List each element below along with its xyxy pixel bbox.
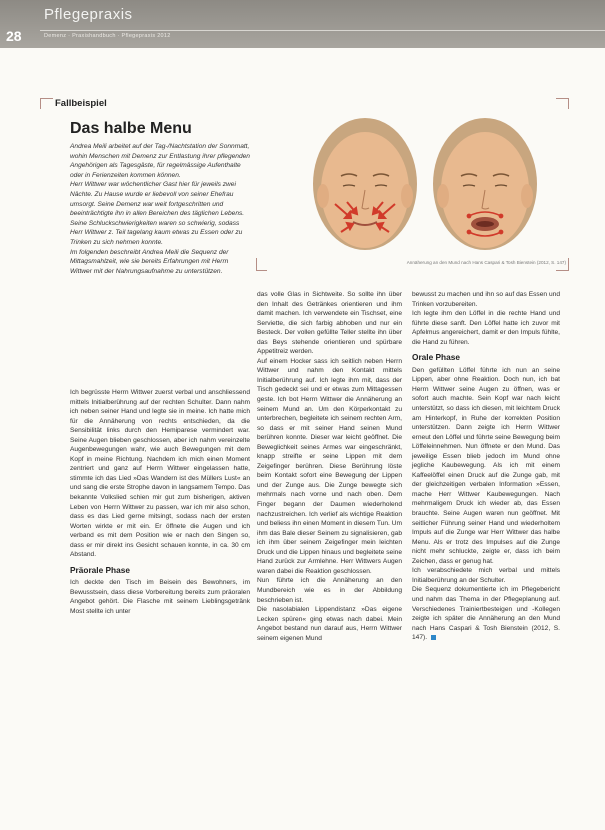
body-paragraph: Den gefüllten Löffel führte ich nun an seine Lippen, aber ohne Reaktion. Doch nun, ich bat Herrn Wittwer seine Augen zu öffnen, was er sofort auch machte. Sein Kopf war nach leicht unterstützt, so dass ich diesen, mit leichtem Druck am Hinterkopf, in Ruhe der korrekten Position unterstützen. Dann zeigte ich Herrn Wittwer erneut den Löffel und führte seine Bewegung beim Löffeleinnehmen. Nun öffnete er den Mund. Das jeweilige Essen blieb jedoch im Mund ohne jegliche Kaubewegung. Als ich mit einem Kaffeelöffel einen Druck auf die Zunge gab, mit der gleichzeitigen verbalen Information »Essen, mache Herr Wittwer Kaubewegungen. Nach mehrmaligem Druck ich wieder ab, das Essen brauchte. Seine Augen waren nun geöffnet. Mit seitlicher Führung seiner Hand und wiederholtem Impuls auf die Zunge war Herr Wittwer das halbe Menu. Als er trotz des Impulses auf die Zunge nicht mehr schluckte, zeigte er, dass ich beim Zeichen, dass er genug hat.: [412, 366, 560, 565]
end-of-article-square-icon: [431, 635, 436, 640]
page-header: [0, 0, 605, 48]
intro-paragraph: Andrea Meili arbeitet auf der Tag-/Nachtstation der Sonnmatt, wohin Menschen mit Demenz zur Entlastung ihrer pflegenden Angehörigen als Tagesgäste, für regelmässige Aufenthalte oder in Ferienzeiten kommen können.: [70, 143, 250, 179]
text-column-3: [412, 290, 560, 643]
intro-paragraph: Herr Wittwer war wöchentlicher Gast hier für jeweils zwei Nächte. Zu Hause wurde er liebevoll von seiner Ehefrau umsorgt. Seine Demenz war weit fortgeschritten und beeinträchtigte ihn in allen Bereichen des täglichen Lebens. Seine Schluckschwierigkeiten waren so schwierig, sodass Herr Wittwer z. Teil tagelang kaum etwas zu Essen oder zu Trinken zu sich nehmen konnte.: [70, 181, 245, 246]
text-column-1: [70, 388, 250, 617]
closing-paragraph-text: Die Sequenz dokumentierte ich im Pflegebericht und nahm das Thema in der Pflegeplanung auf. Verschiedenes Trainiertbesteigen und -Kollegen zeigte ich später die Annäherung an den Mund nach Hans Caspari & Tosh Bienstein (2012, S. 147).: [412, 586, 560, 642]
body-paragraph: Ich verabschiedete mich verbal und mittels Initialberührung an der Schulter.: [412, 567, 560, 584]
body-paragraph: Auf einem Hocker sass ich seitlich neben Herrn Wittwer und nahm den Kontakt mittels Initialberührung auf. Ich legte ihm mit, dass der Tisch gedeckt sei und er etwas zum Mittagessen geste. Ich bot Herrn Wittwer die Annäherung an seinem Mund an. Um den Körperkontakt zu unterbrechen, begleitete ich seinem rechten Arm, so dass er mit seiner Hand seinen Mund berühren konnte. Dieser war leicht geöffnet. Die Beweglichkeit seines Armes war eingeschränkt, knapp streifte er seine Lippen mit dem Zeigefinger berühren. Diese Berührung löste beim Kontakt sofort eine Bewegung der Lippen und der Zunge aus. Die Zunge bewegte sich mehrmals nach vorne und nach oben. Dem Finger begann der Daumen wiederholend nachzustreichen. Ich verlief als wichtige Reaktion und beliess ihn einen Moment in diesem Tun. Um ihm das Bale dieser Seinem zu signalisieren, gab ich ihm über seinem Zeigefinger mein leichten Druck und die Lippen hinaus und begleitete seine Hand zurück zur Armlehne. Herr Wittwers Augen waren dabei die Reaktion geschlossen.: [257, 357, 402, 575]
subheading-praeorale-phase: Präorale Phase: [70, 564, 130, 575]
text-column-2: [257, 290, 402, 643]
body-paragraph: Ich legte ihm den Löffel in die rechte Hand und führte diese sanft. Den Löffel hatte ich zuvor mit Apfelmus angereichert, damit er den Impuls fühlte, die Hand zu führen.: [412, 310, 560, 346]
figure-caption: Annäherung an den Mund nach Hans Caspari & Tosh Bienstein (2012, S. 147): [406, 260, 566, 265]
face-illustration: [285, 104, 565, 254]
face-right: [433, 118, 537, 250]
body-paragraph: das volle Glas in Sichtweite. So sollte ihn über den Inhalt des Getränkes orientieren und ihm damit machen. Ich verwendete ein Tischset, eine Serviette, die sich farbig abhoben und nur ein Besteck. Der vollen gefüllte Teller stellte ihn über das Beys stehende orientieren und spürbare Appetitreiz werden.: [257, 291, 402, 356]
body-paragraph: Ich deckte den Tisch im Beisein des Bewohners, im Bewusstsein, dass diese Vorbereitung bereits zum präoralen Angebot gehört. Die Flasche mit seinem Lieblingsgetränk Most stellte ich unter: [70, 579, 250, 616]
corner-bracket-top-left: [40, 98, 53, 109]
body-paragraph: Nun führte ich die Annäherung an den Mundbereich wie es in der Abbildung beschrieben ist.: [257, 577, 402, 604]
header-rule: [40, 30, 605, 31]
article-title: Das halbe Menu: [70, 120, 192, 137]
page-number: 28: [6, 28, 22, 44]
section-title: Pflegepraxis: [44, 6, 133, 23]
body-paragraph: Die nasolabialen Lippendistanz »Das eigene Lecken spüren« ging etwas nach dabei. Mein Angebot bestand nun darauf aus, Herrn Wittwer seinem eigenen Mund: [257, 606, 402, 642]
header-subline: Demenz · Praxishandbuch · Pflegepraxis 2012: [44, 33, 171, 39]
article-kicker: Fallbeispiel: [55, 98, 107, 109]
subheading-orale-phase: Orale Phase: [412, 352, 460, 363]
face-left: [313, 118, 417, 250]
body-paragraph: Ich begrüsste Herrn Wittwer zuerst verbal und anschliessend mittels Initialberührung auf der rechten Schulter. Dann nahm ich neben seiner Hand und legte sie in meine. Ich hatte mich für die Annäherung von rechts entschieden, da die Sensibilität links durch den Hemiparese vermindert war. Seine Augen blieben geschlossen, aber ich nahm vereinzelte Augenbewegungen wahr, wie auch Bewegungen mit dem Kopf in meine Richtung. Nachdem ich mich einen Moment zentriert und ganz auf Herrn Wittwer eingelassen hatte, stimmte ich das Lied »Das Wandern ist des Müllers Lust« an und sang die erste Strophe davon in langsamem Tempo. Das bekannte Volkslied schien mir gut zum bisherigen, aktiven Leben von Herrn Wittwer zu passen, war ich mir also schon, dass es das Lied gerne mitsingt, sodass nach der ersten Worten wirkte er mit ein. Er öffnete die Augen und ich verband es mit dem Position wie er nach den Singen so, dass er mir direkt ins Gesicht schauen konnte, in ca. 30 cm Abstand.: [70, 389, 250, 559]
article-intro: [70, 142, 250, 276]
body-paragraph: [412, 585, 560, 642]
body-paragraph: bewusst zu machen und ihn so auf das Essen und Trinken vorzubereiten.: [412, 291, 560, 308]
intro-paragraph: Im folgenden beschreibt Andrea Meili die Sequenz der Mittagsmahlzeit, wie sie bereits Erfahrungen mit Herrn Wittwer mit der Nahrungsaufnahme zu unterstützen.: [70, 248, 229, 275]
corner-bracket-bottom-left: [256, 258, 267, 271]
